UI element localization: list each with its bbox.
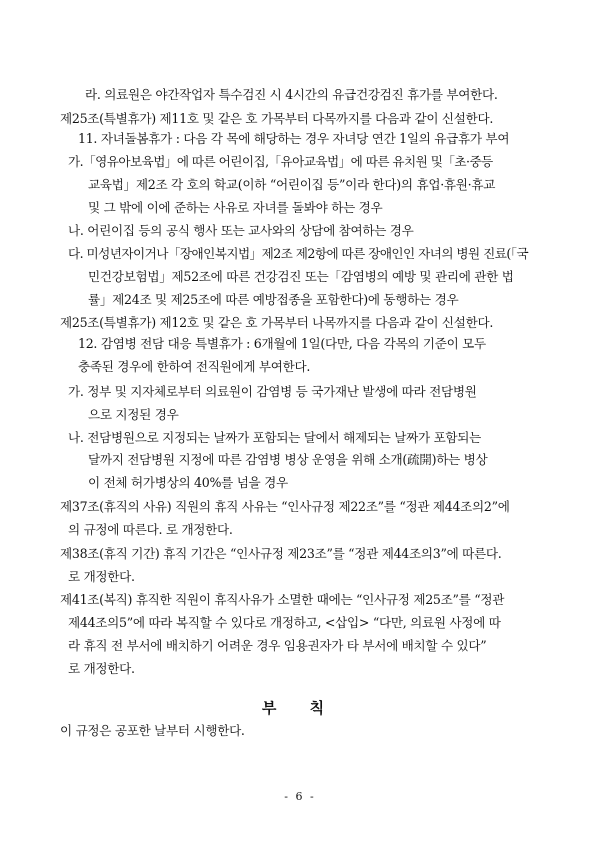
text-line: 라. 의료원은 야간작업자 특수검진 시 4시간의 유급건강검진 휴가를 부여한다. [85,87,498,102]
text-line: 충족된 경우에 한하여 전직원에게 부여한다. [78,359,311,374]
text-line: 의 규정에 따른다. 로 개정한다. [68,522,233,537]
text-line: 교육법」제2조 각 호의 학교(이하 “어린이집 등”이라 한다)의 휴업·휴원·휴교 [88,177,496,192]
supplementary-text: 이 규정은 공포한 날부터 시행한다. [60,723,245,738]
text-line: 및 그 밖에 이에 준하는 사유로 자녀를 돌봐야 하는 경우 [88,200,383,215]
page-number: - 6 - [284,790,316,803]
text-line: 로 개정한다. [68,661,135,676]
text-line: 제38조(휴직 기간) 휴직 기간은 “인사규정 제23조”를 “정관 제44조의3”에 따른다. [60,546,502,561]
text-line: 제44조의5”에 따라 복직할 수 있다로 개정하고, <삽입> “다만, 의료원 사정에 따 [68,615,501,630]
text-line: 라 휴직 전 부서에 배치하기 어려운 경우 임용권자가 타 부서에 배치할 수 있다” [68,638,487,653]
text-line: 다. 미성년자이거나「장애인복지법」제2조 제2항에 따른 장애인인 자녀의 병원 진료(「국 [68,246,529,261]
text-line: 제41조(복직) 휴직한 직원이 휴직사유가 소멸한 때에는 “인사규정 제25조”를 “정관 [60,592,505,607]
text-line: 로 개정한다. [68,569,135,584]
text-line: 나. 어린이집 등의 공식 행사 또는 교사와의 상담에 참여하는 경우 [68,223,414,238]
text-line: 나. 전담병원으로 지정되는 날짜가 포함되는 달에서 해제되는 날짜가 포함되는 [68,430,482,445]
text-line: 달까지 전담병원 지정에 따른 감염병 병상 운영을 위해 소개(疏開)하는 병상 [88,452,488,467]
text-line: 제25조(특별휴가) 제12호 및 같은 호 가목부터 나목까지를 다음과 같이 신설한다. [60,315,494,330]
text-line: 민건강보험법」제52조에 따른 건강검진 또는「감염병의 예방 및 관리에 관한 법 [88,269,514,284]
text-line: 12. 감염병 전담 대응 특별휴가 : 6개월에 1일(다만, 다음 각목의 기준이 모두 [78,336,486,351]
text-line: 으로 지정된 경우 [88,407,179,422]
text-line: 률」제24조 및 제25조에 따른 예방접종을 포함한다)에 동행하는 경우 [88,292,459,307]
text-line: 제37조(휴직의 사유) 직원의 휴직 사유는 “인사규정 제22조”를 “정관 제44조의2”에 [60,499,510,514]
text-line: 가. 정부 및 지자체로부터 의료원이 감염병 등 국가재난 발생에 따라 전담병원 [68,384,477,399]
text-line: 이 전체 허가병상의 40%를 넘을 경우 [88,475,288,490]
text-line: 가.「영유아보육법」에 따른 어린이집,「유아교육법」에 따른 유치원 및「초·중등 [68,154,493,169]
text-line: 11. 자녀돌봄휴가 : 다음 각 목에 해당하는 경우 자녀당 연간 1일의 유급휴가 부여 [78,131,510,146]
text-line: 제25조(특별휴가) 제11호 및 같은 호 가목부터 다목까지를 다음과 같이 신설한다. [60,111,494,126]
supplementary-heading: 부 칙 [261,699,339,717]
